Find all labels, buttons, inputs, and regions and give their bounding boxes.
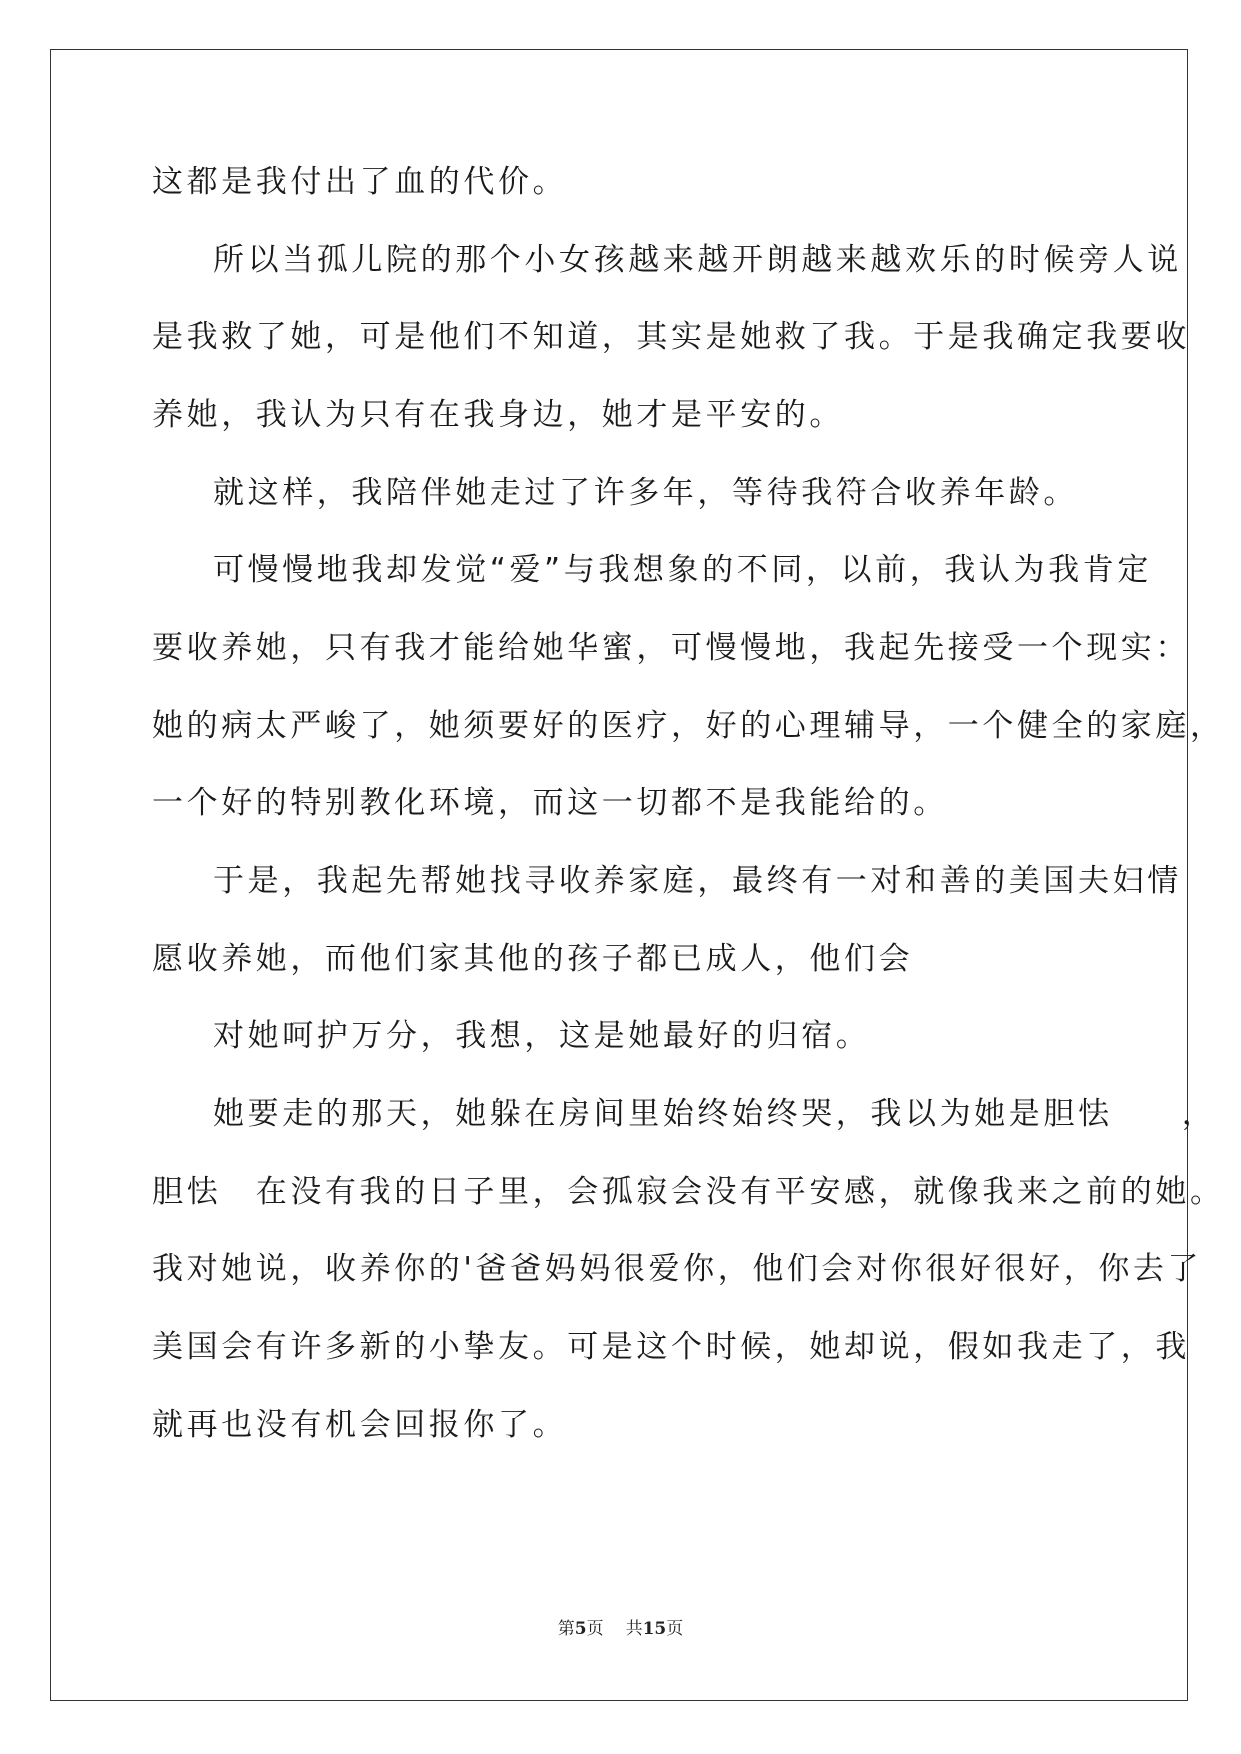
page-footer <box>0 1614 1241 1639</box>
total-pages: 15 <box>642 1619 667 1639</box>
page-prefix: 第 <box>557 1619 575 1639</box>
text-line: 胆怯 在没有我的日子里，会孤寂会没有平安感，就像我来之前的她。 <box>152 1174 1225 1210</box>
text-line: 她的病太严峻了，她须要好的医疗，好的心理辅导，一个健全的家庭， <box>152 708 1225 744</box>
text-line: 是我救了她，可是他们不知道，其实是她救了我。于是我确定我要收 <box>152 319 1190 355</box>
text-line: 愿收养她，而他们家其他的孩子都已成人，他们会 <box>152 941 914 977</box>
text-line: 这都是我付出了血的代价。 <box>152 164 568 200</box>
page-suffix: 页 <box>586 1619 604 1639</box>
text-line: 就再也没有机会回报你了。 <box>152 1407 568 1443</box>
paragraph-start-line: 就这样，我陪伴她走过了许多年，等待我符合收养年龄。 <box>213 475 1078 511</box>
paragraph-start-line: 可慢慢地我却发觉“爱”与我想象的不同，以前，我认为我肯定 <box>213 552 1152 588</box>
paragraph-start-line: 她要走的那天，她躲在房间里始终始终哭，我以为她是胆怯 ， <box>213 1096 1217 1132</box>
page-number: 5 <box>574 1619 587 1639</box>
text-line: 一个好的特别教化环境，而这一切都不是我能给的。 <box>152 785 948 821</box>
text-line: 我对她说，收养你的'爸爸妈妈很爱你，他们会对你很好很好，你去了 <box>152 1251 1203 1287</box>
text-line: 美国会有许多新的小挚友。可是这个时候，她却说，假如我走了，我 <box>152 1329 1190 1365</box>
text-line: 养她，我认为只有在我身边，她才是平安的。 <box>152 397 844 433</box>
paragraph-start-line: 所以当孤儿院的那个小女孩越来越开朗越来越欢乐的时候旁人说 <box>213 242 1182 278</box>
text-line: 要收养她，只有我才能给她华蜜，可慢慢地，我起先接受一个现实： <box>152 630 1190 666</box>
total-suffix: 页 <box>666 1619 684 1639</box>
paragraph-start-line: 对她呵护万分，我想，这是她最好的归宿。 <box>213 1018 871 1054</box>
paragraph-start-line: 于是，我起先帮她找寻收养家庭，最终有一对和善的美国夫妇情 <box>213 863 1182 899</box>
total-prefix: 共 <box>625 1619 643 1639</box>
